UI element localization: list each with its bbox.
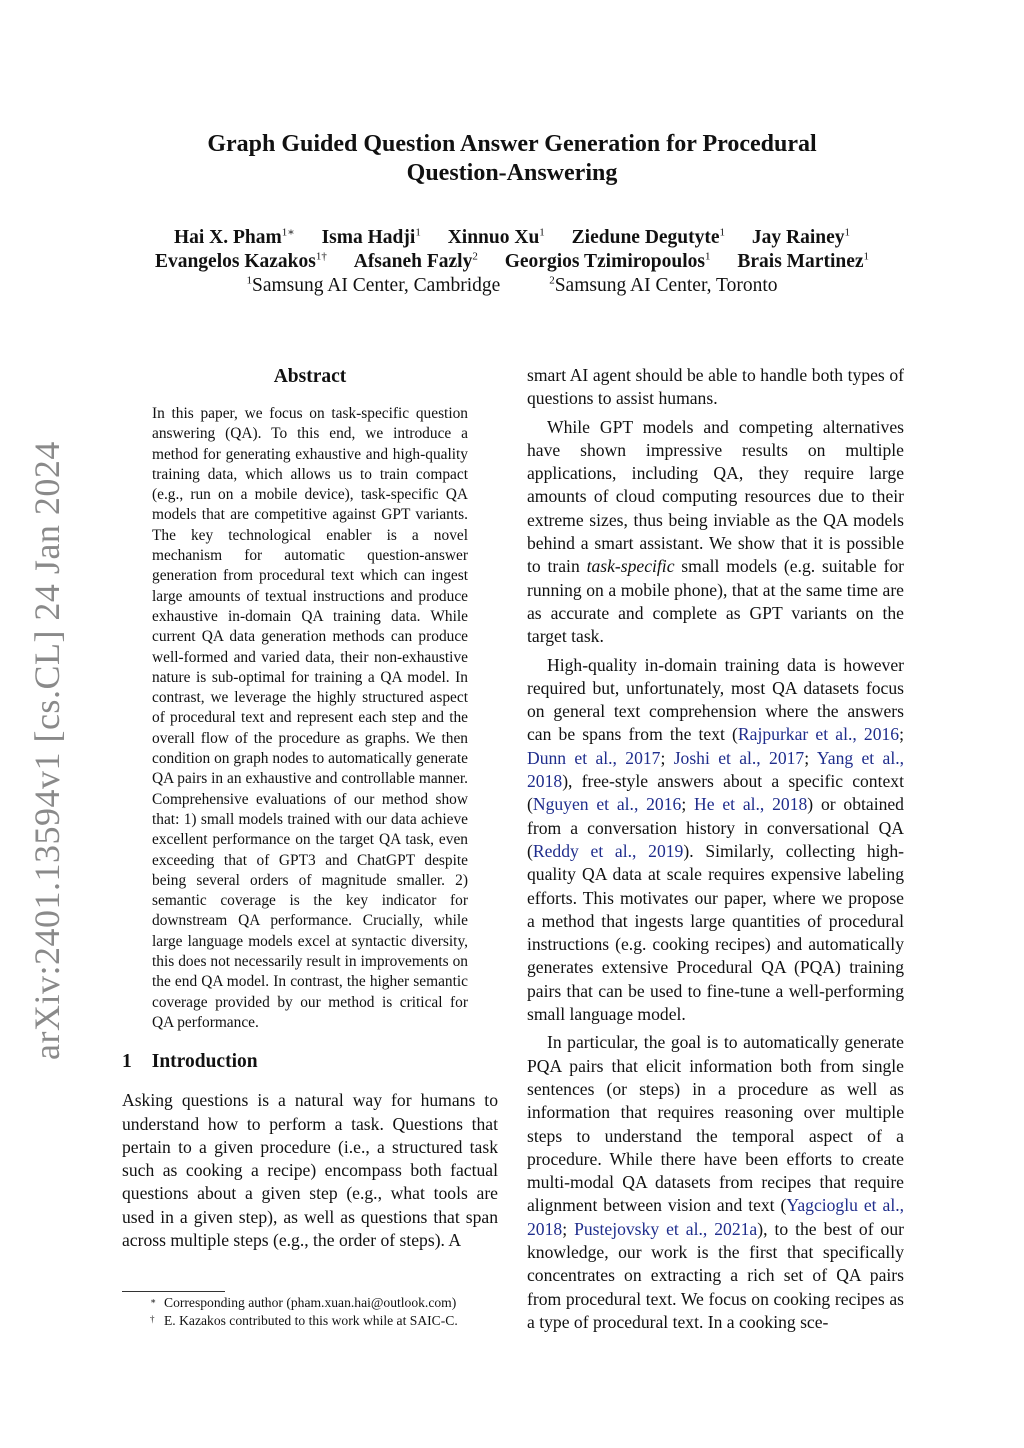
footnote: † E. Kazakos contributed to this work while at SAIC-C. (150, 1313, 458, 1328)
paper-title (160, 130, 864, 188)
section-number: 1 (122, 1051, 132, 1073)
affiliation: $^1$Samsung AI Center, Cambridge (246, 274, 501, 296)
author: Georgios Tzimiropoulos$^1$ (504, 250, 711, 272)
footnote: ∗ Corresponding author (pham.xuan.hai@outlook.com) (150, 1295, 457, 1310)
citation-link[interactable]: Reddy et al., 2019 (532, 840, 684, 861)
citation-link[interactable]: Joshi et al., 2017 (673, 747, 805, 768)
author: Jay Rainey$^1$ (751, 226, 851, 248)
intro-paragraph-1: Asking questions is a natural way for humans to understand how to perform a task. Questions that pertain to a given procedure (i.e., a structured task such as cooking a recipe) encompass both factual questions about a given step (e.g., what tools are used in a given step), as well as questions that span across multiple steps (e.g., the order of steps). A (122, 1090, 498, 1250)
author: Ziedune Degutyte$^1$ (571, 226, 726, 248)
intro-paragraph-3: High-quality in-domain training data is however required but, unfortunately, most QA datasets focus on general text comprehension where the answers can be spans from the text (Rajpurkar et al., 2016; Dunn et al., 2017; Joshi et al., 2017; Yang et al., 2018), free-style answers about a specific context (Nguyen et al., 2016; He et al., 2018) or obtained from a conversation history in conversational QA (Reddy et al., 2019). Similarly, collecting high-quality QA data at scale requires expensive labeling efforts. This motivates our paper, where we propose a method that ingests large quantities of procedural instructions (e.g. cooking recipes) and automatically generates extensive Procedural QA (PQA) training pairs that can be used to fine-tune a well-performing small language model. (527, 654, 905, 1025)
left-column (122, 362, 498, 1257)
citation-link[interactable]: Dunn et al., 2017 (527, 747, 661, 768)
arxiv-identifier: arXiv:2401.13594v1 [cs.CL] 24 Jan 2024 (27, 441, 67, 1060)
citation-link[interactable]: Yang et al., 2018 (527, 747, 905, 792)
footnote-rule (122, 1291, 225, 1292)
author-row-2 (120, 250, 904, 274)
intro-paragraph-4: In particular, the goal is to automatically generate PQA pairs that elicit information both from single sentences (or steps) in a procedure as well as information that requires reasoning over multiple steps to understand the temporal aspect of a procedure. While there have been efforts to create multi-modal QA datasets from recipes that require alignment between vision and text (Yagcioglu et al., 2018; Pustejovsky et al., 2021a), to the best of our knowledge, our work is the first that specifically concentrates on extracting a rich set of QA pairs from procedural text. We focus on cooking recipes as a type of procedural text. In a cooking sce- (527, 1032, 905, 1332)
citation-link[interactable]: Rajpurkar et al., 2016 (737, 724, 900, 745)
author: Isma Hadji$^1$ (321, 226, 421, 248)
author: Xinnuo Xu$^1$ (447, 226, 545, 248)
author: Evangelos Kazakos$^{1\dagger}$ (154, 250, 327, 272)
affiliation: $^2$Samsung AI Center, Toronto (549, 274, 778, 296)
title-line-1: Graph Guided Question Answer Generation for Procedural (207, 131, 817, 157)
citation-link[interactable]: He et al., 2018 (694, 794, 808, 815)
section-heading (122, 1047, 498, 1077)
author: Brais Martinez$^1$ (737, 250, 870, 272)
footnotes (122, 1294, 502, 1330)
section-title: Introduction (151, 1051, 258, 1073)
right-column (527, 364, 904, 1339)
title-line-2: Question-Answering (406, 160, 618, 186)
abstract-text: In this paper, we focus on task-specific question answering (QA). To this end, we introduce a method for generating exhaustive and high-quality training data, which allows us to train compact (e.g., run on a mobile device), task-specific QA models that are competitive against GPT variants. The key technological enabler is a novel mechanism for automatic question-answer generation from procedural text which can ingest large amounts of textual instructions and produce exhaustive in-domain QA training data. While current QA data generation methods can produce well-formed and varied data, their non-exhaustive nature is sub-optimal for training a QA model. In contrast, we leverage the highly structured aspect of procedural text and represent each step and the overall flow of the procedure as graphs. We then condition on graph nodes to automatically generate QA pairs in an exhaustive and controllable manner. Comprehensive evaluations of our method show that: 1) small models trained with our data achieve excellent performance on the target QA task, even exceeding that of GPT3 and ChatGPT despite being several orders of magnitude smaller. 2) semantic coverage is the key indicator for downstream QA performance. Crucially, while large language models excel at syntactic diversity, this does not necessarily result in improvements on the end QA model. In contrast, the higher semantic coverage provided by our method is critical for QA performance. (152, 405, 468, 1031)
emphasis: task-specific (586, 556, 675, 577)
author-list (120, 226, 904, 274)
intro-paragraph-2: While GPT models and competing alternatives have shown impressive results on multiple applications, including QA, they require large amounts of cloud computing resources due to their extreme sizes, thus being inviable as the QA models behind a smart assistant. We show that it is possible to train task-specific small models (e.g. suitable for running on a mobile phone), that at the same time are as accurate and complete as GPT variants on the target task. (527, 416, 904, 647)
intro-paragraph-1-continued: smart AI agent should be able to handle both types of questions to assist humans. (527, 365, 904, 409)
author: Hai X. Pham$^{1∗}$ (173, 226, 295, 248)
citation-link[interactable]: Nguyen et al., 2016 (532, 794, 682, 815)
affiliations (120, 274, 904, 298)
abstract-heading: Abstract (273, 366, 347, 387)
citation-link[interactable]: Yagcioglu et al., 2018 (527, 1195, 905, 1239)
citation-link[interactable]: Pustejovsky et al., 2021a (574, 1218, 758, 1239)
author-row-1 (120, 226, 904, 250)
author: Afsaneh Fazly$^2$ (353, 250, 478, 272)
